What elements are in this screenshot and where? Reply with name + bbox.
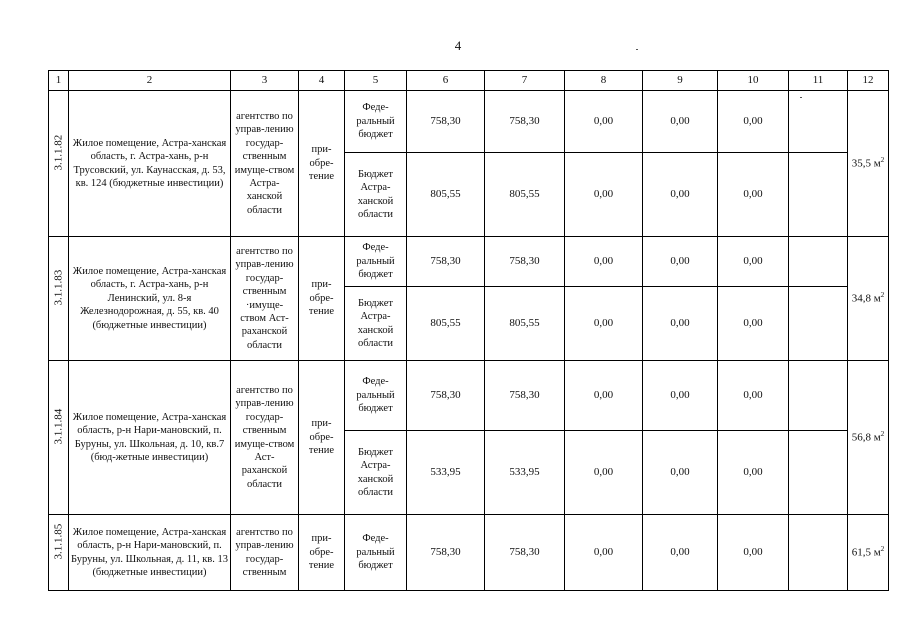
cell-col10: 0,00 — [718, 287, 789, 361]
row-action: при-обре-тение — [299, 91, 345, 237]
cell-col9: 0,00 — [643, 237, 718, 287]
table-row — [49, 515, 889, 591]
source-name: Бюджет Астра-ханской области — [345, 431, 407, 515]
cell-col9: 0,00 — [643, 361, 718, 431]
header-cell: 8 — [565, 71, 643, 91]
cell-col8: 0,00 — [565, 361, 643, 431]
cell-col8: 0,00 — [565, 237, 643, 287]
row-action: при-обре-тение — [299, 515, 345, 591]
cell-col8: 0,00 — [565, 153, 643, 237]
row-area: 61,5 $м^2$ — [848, 515, 889, 591]
cell-col7: 758,30 — [485, 515, 565, 591]
cell-col6: 533,95 — [407, 431, 485, 515]
cell-col6: 805,55 — [407, 153, 485, 237]
cell-col10: 0,00 — [718, 431, 789, 515]
cell-col8: 0,00 — [565, 287, 643, 361]
row-agency: агентство по управ-лению государ-ственным имуще-ством Аст-раханской области — [231, 361, 299, 515]
source-name: Феде-ральный бюджет — [345, 361, 407, 431]
cell-col9: 0,00 — [643, 431, 718, 515]
header-cell: 3 — [231, 71, 299, 91]
cell-col11 — [789, 237, 848, 287]
header-row — [49, 71, 889, 91]
header-cell: 9 — [643, 71, 718, 91]
cell-col8: 0,00 — [565, 515, 643, 591]
cell-col7: 758,30 — [485, 361, 565, 431]
row-agency: агентство по управ-лению государ-ственным имуще-ством Астра-ханской области — [231, 91, 299, 237]
cell-col7: 805,55 — [485, 153, 565, 237]
cell-col11 — [789, 153, 848, 237]
cell-col10: 0,00 — [718, 237, 789, 287]
page-number: 4 — [454, 38, 462, 53]
row-area: 35,5 $м^2$ — [848, 91, 889, 237]
source-name: Бюджет Астра-ханской области — [345, 287, 407, 361]
row-description: Жилое помещение, Астра-ханская область, р-н Нари-мановский, п. Буруны, ул. Школьная, д. 11, кв. 13 (бюджетные инвестиции) — [69, 515, 231, 591]
header-cell: 1 — [49, 71, 69, 91]
cell-col7: 805,55 — [485, 287, 565, 361]
cell-col11 — [789, 431, 848, 515]
cell-col11 — [789, 361, 848, 431]
cell-col9: 0,00 — [643, 287, 718, 361]
header-cell: 7 — [485, 71, 565, 91]
cell-col11 — [789, 287, 848, 361]
cell-col6: 758,30 — [407, 91, 485, 153]
row-action: при-обре-тение — [299, 237, 345, 361]
cell-col9: 0,00 — [643, 91, 718, 153]
budget-table — [48, 70, 889, 591]
row-code: 3.1.1.84 — [49, 361, 69, 515]
header-cell: 12 — [848, 71, 889, 91]
row-description: Жилое помещение, Астра-ханская область, р-н Нари-мановский, п. Буруны, ул. Школьная, д. 10, кв.7 (бюд-жетные инвестиции) — [69, 361, 231, 515]
cell-col6: 758,30 — [407, 361, 485, 431]
row-area: 56,8 $м^2$ — [848, 361, 889, 515]
cell-col7: 533,95 — [485, 431, 565, 515]
source-name: Бюджет Астра-ханской области — [345, 153, 407, 237]
header-cell: 2 — [69, 71, 231, 91]
header-cell: 11 — [789, 71, 848, 91]
cell-col10: 0,00 — [718, 361, 789, 431]
header-cell: 6 — [407, 71, 485, 91]
cell-col8: 0,00 — [565, 431, 643, 515]
cell-col6: 758,30 — [407, 237, 485, 287]
cell-col9: 0,00 — [643, 515, 718, 591]
cell-col8: 0,00 — [565, 91, 643, 153]
scan-speck — [636, 49, 638, 50]
source-name: Феде-ральный бюджет — [345, 515, 407, 591]
cell-col6: 805,55 — [407, 287, 485, 361]
row-code: 3.1.1.82 — [49, 91, 69, 237]
cell-col11 — [789, 91, 848, 153]
row-description: Жилое помещение, Астра-ханская область, г. Астра-хань, р-н Ленинский, ул. 8-я Железнодорожная, д. 55, кв. 40 (бюджетные инвестиции) — [69, 237, 231, 361]
row-action: при-обре-тение — [299, 361, 345, 515]
cell-col11 — [789, 515, 848, 591]
table-row — [49, 91, 889, 153]
row-agency: агентство по управ-лению государ-ственным — [231, 515, 299, 591]
row-code: 3.1.1.85 — [49, 515, 69, 591]
row-code: 3.1.1.83 — [49, 237, 69, 361]
header-cell: 5 — [345, 71, 407, 91]
header-cell: 10 — [718, 71, 789, 91]
cell-col10: 0,00 — [718, 515, 789, 591]
source-name: Феде-ральный бюджет — [345, 237, 407, 287]
table-row — [49, 237, 889, 287]
row-description: Жилое помещение, Астра-ханская область, г. Астра-хань, р-н Трусовский, ул. Каунасская, д. 53, кв. 124 (бюджетные инвестиции) — [69, 91, 231, 237]
header-cell: 4 — [299, 71, 345, 91]
cell-col7: 758,30 — [485, 91, 565, 153]
cell-col10: 0,00 — [718, 91, 789, 153]
source-name: Феде-ральный бюджет — [345, 91, 407, 153]
table-row — [49, 361, 889, 431]
row-agency: агентство по управ-лению государ-ственным ·имуще-ством Аст-раханской области — [231, 237, 299, 361]
row-area: 34,8 $м^2$ — [848, 237, 889, 361]
cell-col10: 0,00 — [718, 153, 789, 237]
cell-col7: 758,30 — [485, 237, 565, 287]
cell-col9: 0,00 — [643, 153, 718, 237]
cell-col6: 758,30 — [407, 515, 485, 591]
